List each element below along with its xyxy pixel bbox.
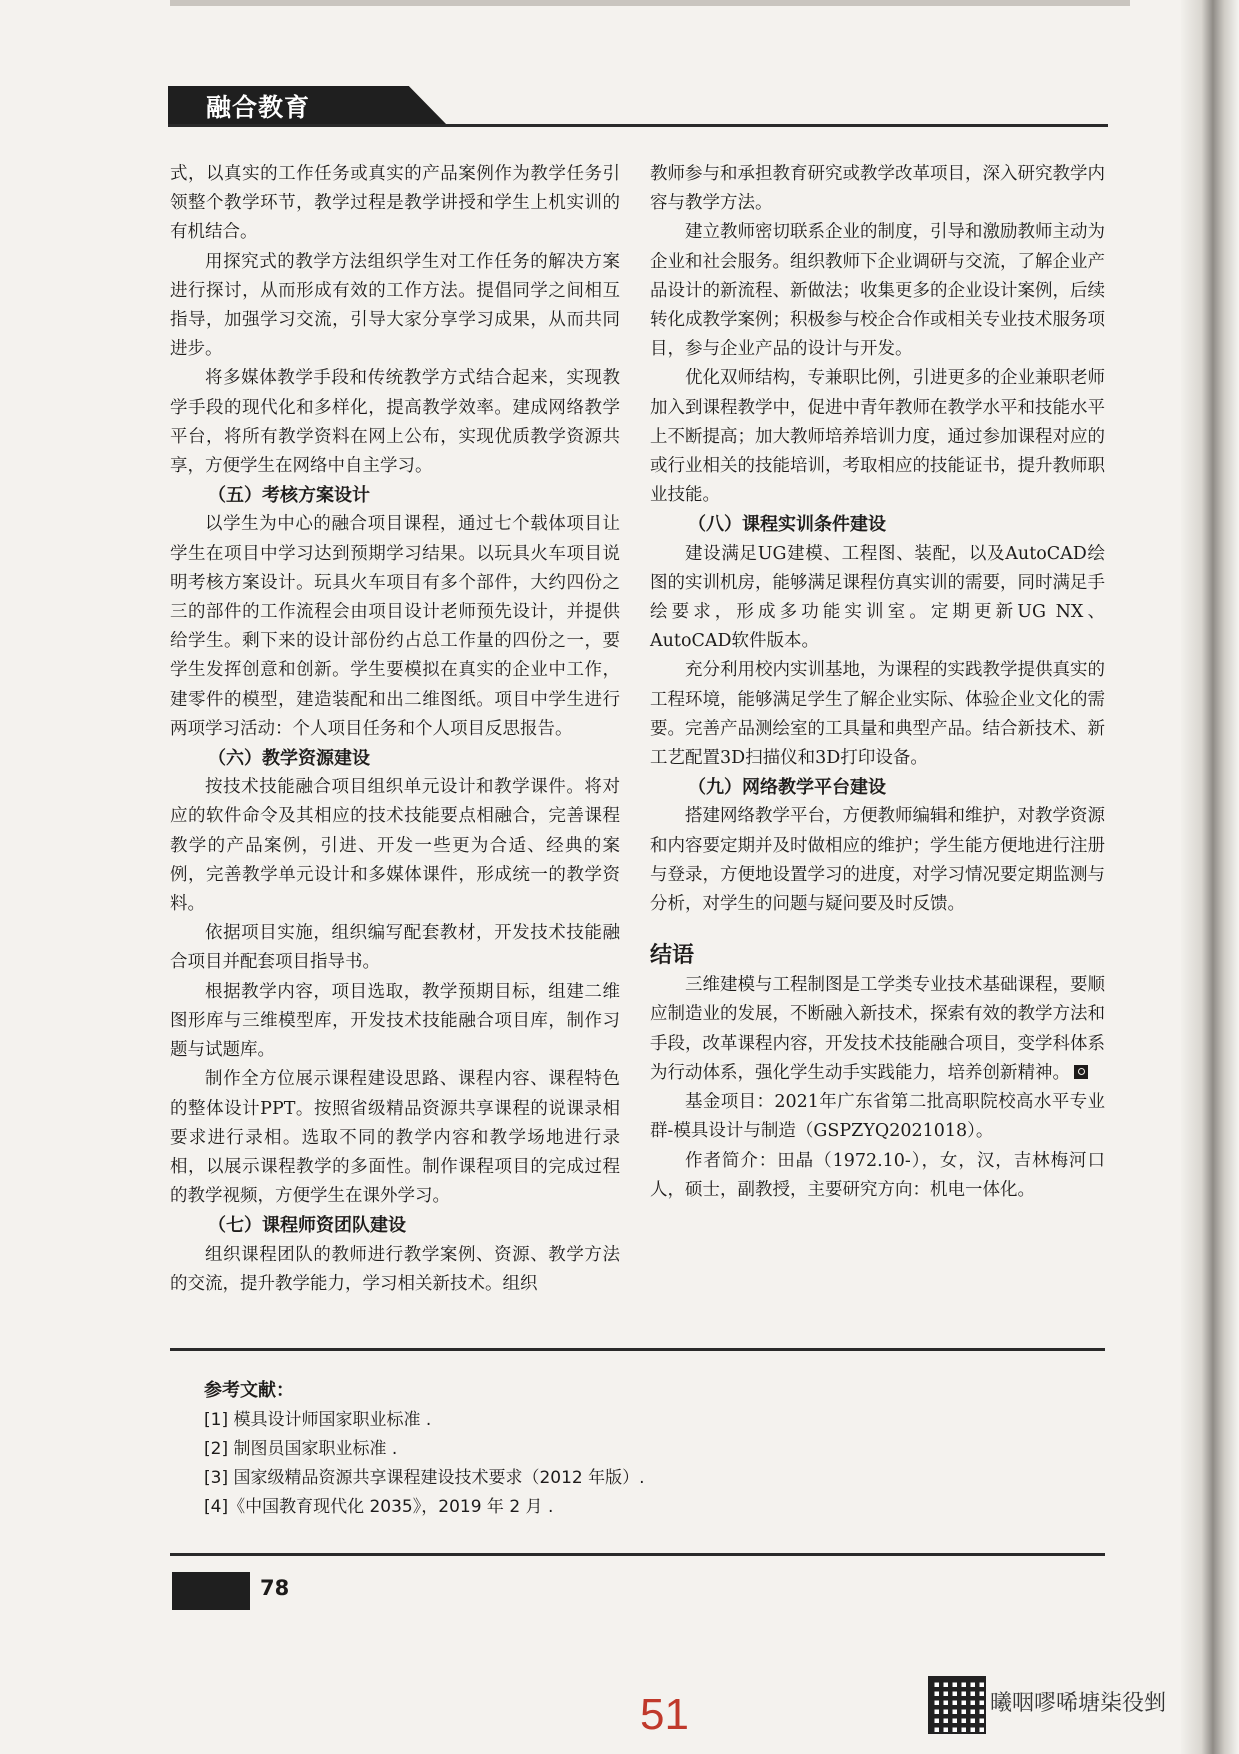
body-paragraph (170, 160, 620, 248)
paragraph-text: （七）课程师资团队建设 (208, 1215, 406, 1237)
paragraph-text: 优化双师结构，专兼职比例，引进更多的企业兼职老师加入到课程教学中，促进中青年教师在教学水平和技能水平上不断提高；加大教师培养培训力度，通过参加课程对应的或行业相关的技能培训，考取相应的技能证书，提升教师职业技能。 (650, 368, 1105, 506)
reference-item-4: [4]《中国教育现代化 2035》，2019 年 2 月 . (204, 1497, 554, 1517)
paragraph-text: 结语 (650, 943, 695, 969)
section-heading (170, 744, 620, 773)
body-paragraph (650, 160, 1105, 218)
paragraph-text: 制作全方位展示课程建设思路、课程内容、课程特色的整体设计PPT。按照省级精品资源共享课程的说课录相要求进行录相。选取不同的教学内容和教学场地进行录相，以展示课程教学的多面性。制作课程项目的完成过程的教学视频，方便学生在课外学习。 (170, 1069, 620, 1207)
page-number-block (172, 1572, 250, 1610)
body-paragraph (650, 802, 1105, 919)
paragraph-text: 以学生为中心的融合项目课程，通过七个载体项目让学生在项目中学习达到预期学习结果。以玩具火车项目说明考核方案设计。玩具火车项目有多个部件，大约四份之三的部件的工作流程会由项目设计老师预先设计，并提供给学生。剩下来的设计部份约占总工作量的四份之一，要学生发挥创意和创新。学生要模拟在真实的企业中工作，建零件的模型，建造装配和出二维图纸。项目中学生进行两项学习活动：个人项目任务和个人项目反思报告。 (170, 514, 620, 739)
paragraph-text: 建立教师密切联系企业的制度，引导和激励教师主动为企业和社会服务。组织教师下企业调研与交流，了解企业产品设计的新流程、新做法；收集更多的企业设计案例，后续转化成教学案例；积极参与校企合作或相关专业技术服务项目，参与企业产品的设计与开发。 (650, 222, 1105, 360)
paragraph-text: （六）教学资源建设 (208, 748, 370, 770)
page-number: 78 (260, 1576, 290, 1600)
paragraph-text: （五）考核方案设计 (208, 485, 370, 507)
sheet-number: 51 (640, 1690, 689, 1739)
qr-code-icon (928, 1676, 986, 1734)
references-bottom-rule (170, 1553, 1105, 1556)
references (204, 1376, 1084, 1522)
body-paragraph (650, 218, 1105, 364)
body-paragraph (650, 1088, 1105, 1146)
paragraph-text: 教师参与和承担教育研究或教学改革项目，深入研究教学内容与教学方法。 (650, 164, 1105, 214)
reference-item-2: [2] 制图员国家职业标准 . (204, 1439, 398, 1459)
header-rule (168, 124, 1108, 127)
paragraph-text: （九）网络教学平台建设 (688, 777, 886, 799)
body-paragraph (170, 248, 620, 365)
left-column (170, 160, 620, 1299)
paragraph-text: 作者简介：田晶（1972.10-），女，汉，吉林梅河口人，硕士，副教授，主要研究方向：机电一体化。 (650, 1150, 1105, 1200)
reference-item-3: [3] 国家级精品资源共享课程建设技术要求（2012 年版）. (204, 1468, 645, 1488)
body-paragraph (170, 978, 620, 1066)
scan-top-edge (170, 0, 1130, 6)
paragraph-text: 根据教学内容，项目选取，教学预期目标，组建二维图形库与三维模型库，开发技术技能融合项目库，制作习题与试题库。 (170, 981, 620, 1061)
section-heading (170, 481, 620, 510)
paragraph-text: 按技术技能融合项目组织单元设计和教学课件。将对应的软件命令及其相应的技术技能要点相融合，完善课程教学的产品案例，引进、开发一些更为合适、经典的案例，完善教学单元设计和多媒体课件，形成统一的教学资料。 (170, 777, 620, 915)
body-paragraph (170, 364, 620, 481)
paragraph-text: 组织课程团队的教师进行教学案例、资源、教学方法的交流，提升教学能力，学习相关新技术。组织 (170, 1244, 620, 1294)
paragraph-text: 用探究式的教学方法组织学生对工作任务的解决方案进行探讨，从而形成有效的工作方法。提倡同学之间相互指导，加强学习交流，引导大家分享学习成果，从而共同进步。 (170, 251, 620, 360)
paragraph-text: 充分利用校内实训基地，为课程的实践教学提供真实的工程环境，能够满足学生了解企业实际、体验企业文化的需要。完善产品测绘室的工具量和典型产品。结合新技术、新工艺配置3D扫描仪和3D打印设备。 (650, 660, 1105, 769)
body-paragraph (650, 540, 1105, 657)
paragraph-text: （八）课程实训条件建设 (688, 514, 886, 536)
references-heading: 参考文献： (204, 1380, 294, 1401)
watermark-text: 曦咽嘐唏塘柒役剉 (990, 1691, 1167, 1716)
body-paragraph (170, 1241, 620, 1299)
conclusion-heading (650, 941, 1105, 971)
reference-item-1: [1] 模具设计师国家职业标准 . (204, 1410, 432, 1430)
paragraph-text: 建设满足UG建模、工程图、装配，以及AutoCAD绘图的实训机房，能够满足课程仿真实训的需要，同时满足手绘要求，形成多功能实训室。定期更新UG NX、AutoCAD软件版本。 (650, 543, 1105, 652)
section-heading (650, 510, 1105, 539)
body-paragraph (650, 656, 1105, 773)
body-paragraph (650, 1147, 1105, 1205)
scan-binding-edge (1181, 0, 1239, 1754)
body-paragraph (650, 971, 1105, 1088)
section-title: 融合教育 (206, 93, 311, 122)
section-heading (170, 1211, 620, 1240)
body-paragraph (170, 1065, 620, 1211)
body-paragraph (170, 773, 620, 919)
paragraph-text: 依据项目实施，组织编写配套教材，开发技术技能融合项目并配套项目指导书。 (170, 923, 620, 973)
paragraph-text: 搭建网络教学平台，方便教师编辑和维护，对教学资源和内容要定期并及时做相应的维护；学生能方便地进行注册与登录，方便地设置学习的进度，对学习情况要定期监测与分析，对学生的问题与疑问要及时反馈。 (650, 806, 1105, 915)
paragraph-text: 式，以真实的工作任务或真实的产品案例作为教学任务引领整个教学环节，教学过程是教学讲授和学生上机实训的有机结合。 (170, 164, 620, 243)
right-column (650, 160, 1105, 1205)
body-paragraph (170, 510, 620, 744)
body-paragraph (650, 364, 1105, 510)
paragraph-text: 基金项目：2021年广东省第二批高职院校高水平专业群-模具设计与制造（GSPZYQ2021018）。 (650, 1092, 1105, 1142)
paragraph-text: 三维建模与工程制图是工学类专业技术基础课程，要顺应制造业的发展，不断融入新技术，探索有效的教学方法和手段，改革课程内容，开发技术技能融合项目，变学科体系为行动体系，强化学生动手实践能力，培养创新精神。 (650, 975, 1105, 1083)
body-paragraph (170, 919, 620, 977)
references-top-rule (170, 1348, 1105, 1351)
article-end-icon (1074, 1065, 1088, 1079)
section-heading (650, 773, 1105, 802)
paragraph-text: 将多媒体教学手段和传统教学方式结合起来，实现教学手段的现代化和多样化，提高教学效率。建成网络教学平台，将所有教学资料在网上公布，实现优质教学资源共享，方便学生在网络中自主学习。 (170, 368, 620, 477)
